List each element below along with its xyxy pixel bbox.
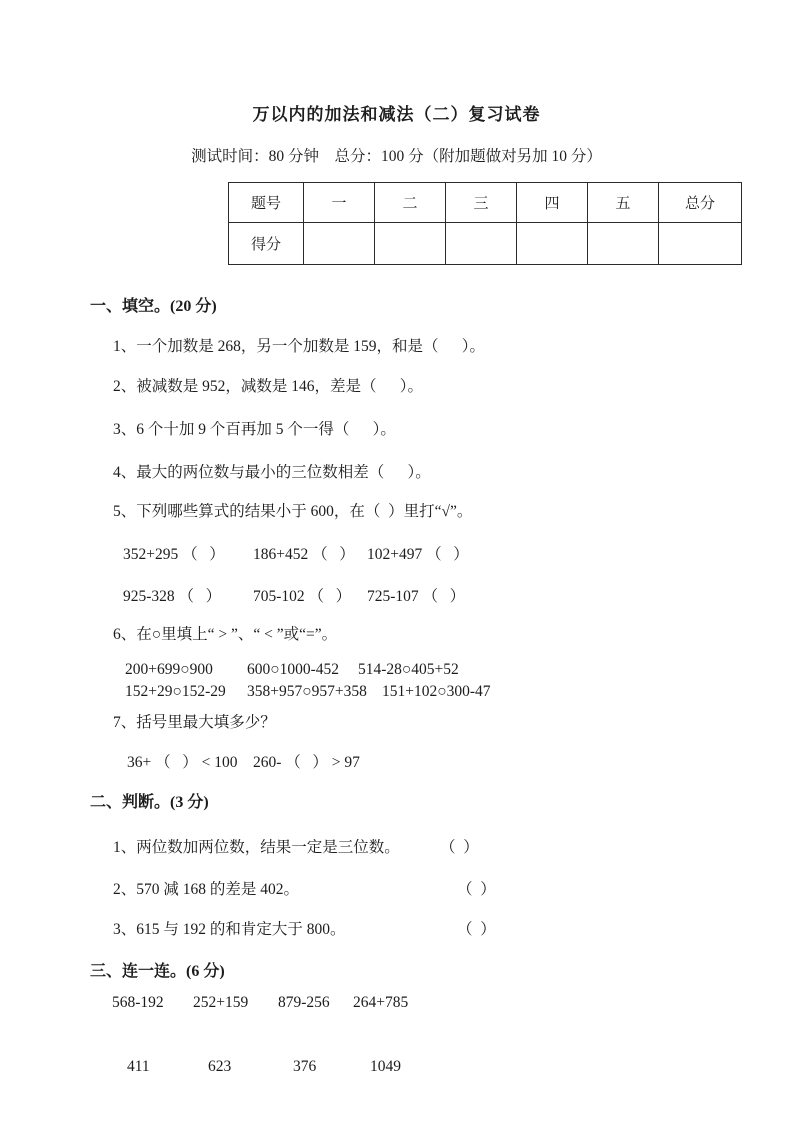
score-cell [375, 223, 446, 265]
score-table-score-row [229, 223, 742, 265]
match-results-row [127, 1057, 547, 1077]
comparison: 151+102○300-47 [382, 683, 491, 700]
expression: 879-256 [278, 994, 330, 1011]
expression: 102+497 （ ） [367, 546, 469, 563]
q6-expression-row-2 [125, 682, 645, 702]
section3-heading: 三、连一连。(6 分) [90, 963, 225, 980]
expression: 925-328 （ ） [123, 588, 222, 605]
score-table-header-cell: 四 [517, 183, 588, 223]
score-cell [659, 223, 742, 265]
score-cell [446, 223, 517, 265]
answer-blank: （ ） [457, 881, 496, 898]
fill-blank-item-2: 2、被减数是 952，减数是 146，差是（ ）。 [113, 378, 424, 395]
judge-item-3 [113, 920, 533, 940]
score-cell [588, 223, 659, 265]
expression: 264+785 [353, 994, 409, 1011]
expression: 705-102 （ ） [253, 588, 352, 605]
score-table-header-cell: 三 [446, 183, 517, 223]
comparison: 152+29○152-29 [125, 683, 226, 700]
score-table-header-cell: 题号 [229, 183, 304, 223]
score-table-header-cell: 一 [304, 183, 375, 223]
comparison: 600○1000-452 [247, 661, 340, 678]
fill-blank-item-1: 1、一个加数是 268，另一个加数是 159，和是（ ）。 [113, 338, 486, 355]
expression: 568-192 [112, 994, 164, 1011]
result-number: 623 [208, 1058, 232, 1075]
fill-blank-item-3: 3、6 个十加 9 个百再加 5 个一得（ ）。 [113, 421, 396, 438]
q5-expression-row-1 [123, 545, 623, 565]
score-table-header-row [229, 183, 742, 223]
expression: 725-107 （ ） [367, 588, 466, 605]
test-info: 测试时间：80 分钟 总分：100 分（附加题做对另加 10 分） [191, 148, 602, 165]
page-title: 万以内的加法和减法（二）复习试卷 [252, 105, 541, 124]
score-table-header-cell: 总分 [659, 183, 742, 223]
fill-blank-item-6: 6、在○里填上“ > ”、“ < ”或“=”。 [113, 626, 338, 643]
judge-item-1 [113, 838, 533, 858]
statement: 1、两位数加两位数，结果一定是三位数。 [113, 839, 400, 856]
score-table-header-cell: 五 [588, 183, 659, 223]
score-table [228, 182, 742, 265]
expression: 260- （ ） > 97 [253, 754, 360, 771]
answer-blank: （ ） [457, 921, 496, 938]
score-table-header-cell: 二 [375, 183, 446, 223]
score-cell [304, 223, 375, 265]
expression: 36+ （ ） < 100 [127, 754, 238, 771]
comparison: 358+957○957+358 [247, 683, 367, 700]
expression: 352+295 （ ） [123, 546, 225, 563]
score-row-label: 得分 [229, 223, 304, 265]
statement: 3、615 与 192 的和肯定大于 800。 [113, 921, 346, 938]
answer-blank: （ ） [440, 839, 479, 856]
q5-expression-row-2 [123, 587, 623, 607]
score-cell [517, 223, 588, 265]
judge-item-2 [113, 880, 533, 900]
expression: 186+452 （ ） [253, 546, 355, 563]
q7-expression-row [127, 753, 527, 773]
expression: 252+159 [193, 994, 249, 1011]
section2-heading: 二、判断。(3 分) [90, 794, 209, 811]
q6-expression-row-1 [125, 660, 645, 680]
match-expressions-row [112, 993, 532, 1013]
comparison: 514-28○405+52 [358, 661, 459, 678]
result-number: 411 [127, 1058, 150, 1075]
fill-blank-item-5: 5、下列哪些算式的结果小于 600，在（ ）里打“√”。 [113, 503, 473, 520]
section1-heading: 一、填空。(20 分) [90, 298, 217, 315]
fill-blank-item-7: 7、括号里最大填多少？ [113, 714, 276, 731]
result-number: 376 [293, 1058, 317, 1075]
result-number: 1049 [370, 1058, 401, 1075]
comparison: 200+699○900 [125, 661, 213, 678]
statement: 2、570 减 168 的差是 402。 [113, 881, 300, 898]
fill-blank-item-4: 4、最大的两位数与最小的三位数相差（ ）。 [113, 464, 431, 481]
